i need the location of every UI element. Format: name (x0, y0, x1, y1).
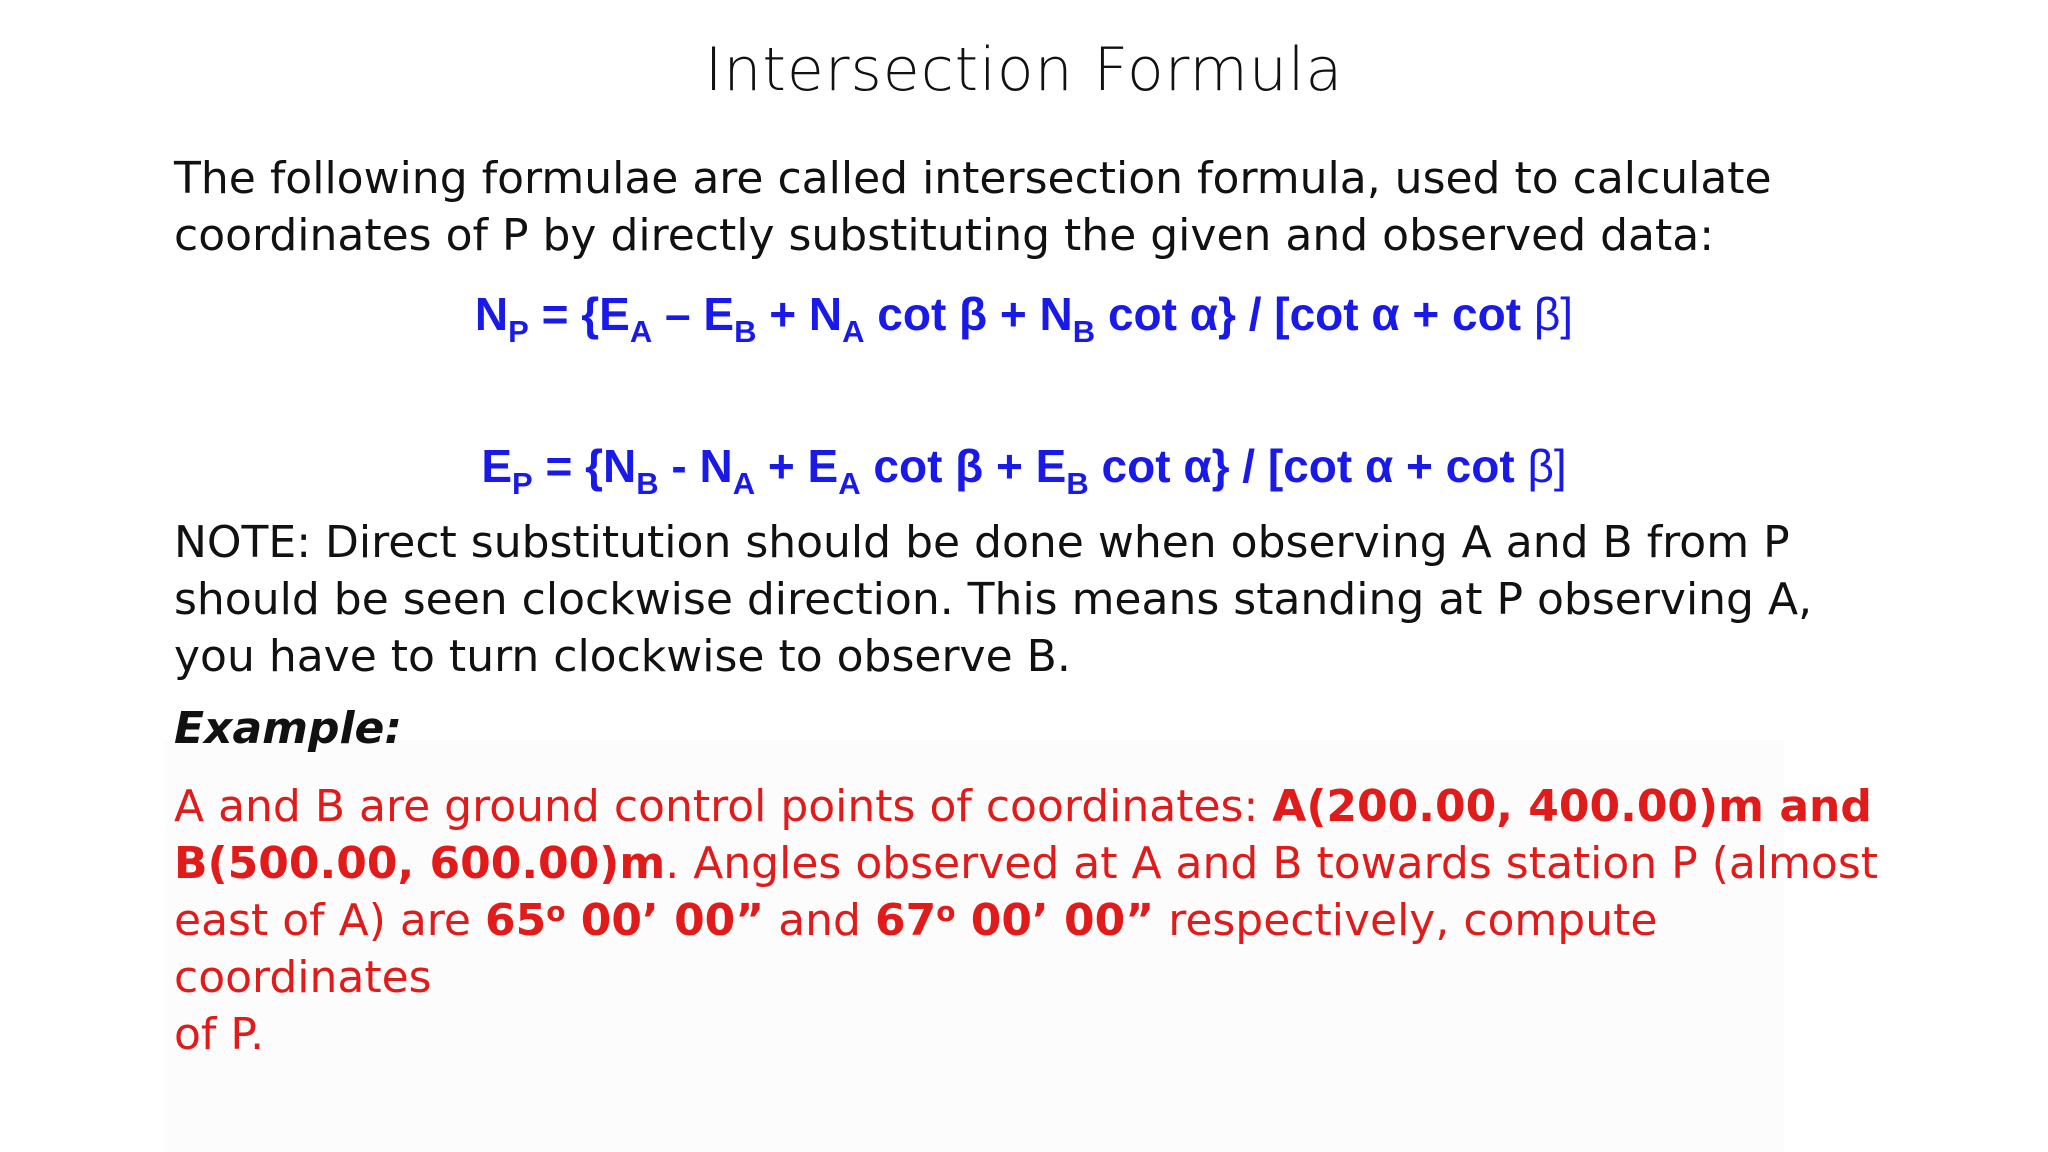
intro-line-1: The following formulae are called intersection formula, used to calculate (174, 153, 1772, 204)
note-line-1: NOTE: Direct substitution should be done when observing A and B from P (174, 517, 1790, 568)
np-nb-sub: B (1072, 314, 1096, 349)
point-b-coordinates: B(500.00, 600.00)m (174, 838, 666, 889)
ep-eb-sub: B (1066, 466, 1089, 501)
angle-b (875, 895, 1154, 946)
example-text-5: respectively, compute coordinates (174, 895, 1658, 1003)
np-lhs: N (474, 288, 509, 340)
angle-a (485, 895, 764, 946)
example-line-4: of P. (174, 1009, 265, 1060)
ep-eq: = {N (532, 440, 637, 492)
example-line-1 (174, 778, 1894, 835)
example-paragraph (174, 778, 1894, 1063)
ep-tail: cot α} / [cot α + cot (1088, 440, 1528, 492)
northing-formula (0, 284, 2048, 349)
np-beta-end: β] (1533, 288, 1574, 340)
example-text-3: east of A) are (174, 895, 485, 946)
angle-b-degrees: 67 (874, 895, 937, 946)
angle-a-degrees: 65 (485, 895, 547, 946)
example-heading: Example: (174, 703, 402, 754)
note-paragraph (174, 514, 1874, 685)
example-line-3 (174, 892, 1894, 1006)
easting-formula (0, 436, 2048, 501)
np-eb-sub: B (734, 314, 757, 349)
ep-plus-e: + E (755, 440, 839, 492)
np-tail: cot α} / [cot α + cot (1095, 288, 1534, 340)
example-text-2: . Angles observed at A and B towards station P (almost (665, 838, 1879, 889)
ep-na-sub: A (732, 466, 756, 501)
example-text-4: and (764, 895, 875, 946)
intro-paragraph (174, 150, 1874, 264)
np-lhs-sub: P (508, 314, 529, 349)
np-cot-beta: cot β + N (864, 288, 1073, 340)
example-text-1: A and B are ground control points of coordinates: (174, 781, 1273, 832)
np-eq: = {E (528, 288, 630, 340)
degree-symbol: o (936, 895, 956, 928)
ep-cot-beta: cot β + E (860, 440, 1067, 492)
np-minus: – E (652, 288, 735, 340)
np-plus-n: + N (756, 288, 843, 340)
degree-symbol: o (546, 895, 566, 928)
angle-a-min-sec: 00’ 00” (565, 895, 765, 946)
angle-b-min-sec: 00’ 00” (955, 895, 1155, 946)
note-line-3: you have to turn clockwise to observe B. (174, 631, 1071, 682)
page-title: Intersection Formula (704, 35, 1344, 105)
ep-lhs-sub: P (512, 466, 533, 501)
ep-nb-sub: B (636, 466, 659, 501)
np-ea-sub: A (629, 314, 653, 349)
intro-line-2: coordinates of P by directly substituting the given and observed data: (174, 210, 1715, 261)
example-line-2 (174, 835, 1894, 892)
point-a-coordinates: A(200.00, 400.00)m and (1272, 781, 1872, 832)
ep-lhs: E (481, 440, 512, 492)
ep-minus: - N (658, 440, 733, 492)
np-na-sub: A (842, 314, 865, 349)
note-line-2: should be seen clockwise direction. This means standing at P observing A, (174, 574, 1813, 625)
ep-beta-end: β] (1527, 440, 1567, 492)
ep-ea-sub: A (838, 466, 861, 501)
